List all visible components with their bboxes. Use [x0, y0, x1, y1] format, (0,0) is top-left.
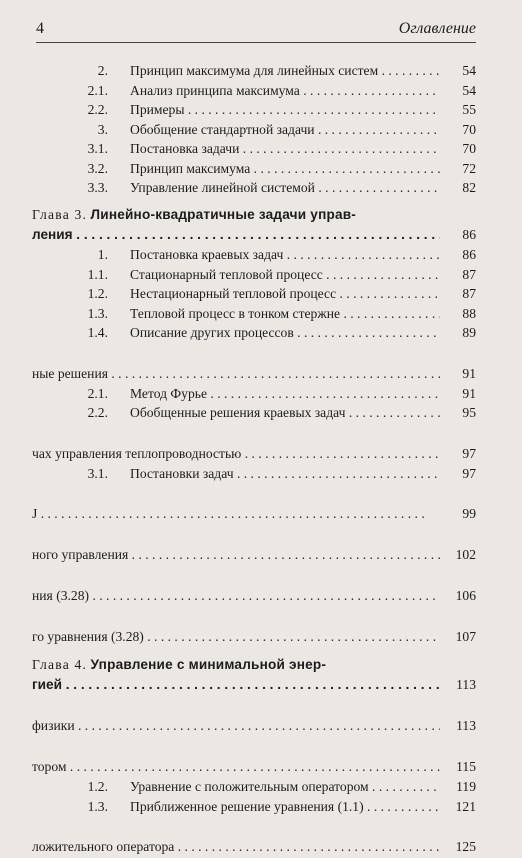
entry-page: 86 — [462, 227, 476, 242]
entry-number: 1.3. — [87, 305, 108, 321]
toc-entry — [32, 424, 476, 464]
entry-title: Метод Фурье . . . — [130, 385, 440, 403]
entry-number: 2.1. — [87, 82, 108, 98]
entry-page: 115 — [456, 759, 476, 774]
entry-page: 55 — [462, 102, 476, 117]
entry-page: 54 — [462, 63, 476, 78]
chapter-label: Глава 3. — [32, 207, 88, 222]
entry-title: Постановки задач . . . — [130, 465, 440, 483]
entry-number: 3.1. — [87, 141, 108, 156]
entry-title: Примеры . . . — [130, 101, 440, 119]
entry-title: Уравнение с положительным оператором . . . — [130, 778, 440, 796]
toc-entry — [32, 385, 476, 403]
entry-page: 119 — [456, 779, 476, 794]
entry-page: 88 — [462, 305, 476, 321]
toc-entry — [32, 101, 476, 119]
toc-entry — [32, 344, 476, 384]
toc-entry — [32, 62, 476, 80]
entry-number: 3.2. — [87, 160, 108, 176]
entry-title-continued: ложительного оператора . . . — [32, 837, 440, 856]
entry-number: 1.4. — [87, 325, 108, 340]
running-title: Оглавление — [398, 20, 476, 37]
entry-page: 86 — [462, 247, 476, 262]
entry-number: 1. — [97, 247, 108, 262]
page-header — [36, 18, 476, 43]
chapter-entry — [32, 205, 476, 245]
entry-page: 82 — [462, 180, 476, 195]
entry-title: Принцип максимума . . . — [130, 160, 440, 178]
entry-number: 3. — [97, 121, 108, 137]
entry-title-continued: чах управления теплопроводностью . . . — [32, 444, 440, 463]
toc-entry — [32, 778, 476, 796]
entry-number: 1.2. — [87, 286, 108, 301]
toc-entry — [32, 305, 476, 323]
entry-page: 113 — [456, 677, 476, 692]
toc-entry — [32, 324, 476, 342]
table-of-contents — [32, 62, 476, 858]
entry-page: 125 — [455, 839, 476, 854]
entry-title: Постановка задачи . . . — [130, 140, 440, 158]
toc-entry — [32, 696, 476, 736]
entry-title: Нестационарный тепловой процесс . . . — [130, 285, 440, 303]
toc-entry — [32, 121, 476, 139]
toc-entry — [32, 179, 476, 197]
toc-entry — [32, 465, 476, 483]
entry-number: 1.3. — [87, 798, 108, 814]
chapter-title: Управление с минимальной энер- — [90, 657, 327, 672]
entry-title: Приближенное решение уравнения (1.1) . . . — [130, 798, 440, 816]
chapter-label: Глава 4. — [32, 657, 88, 672]
entry-page: 97 — [462, 465, 476, 481]
entry-title: Стационарный тепловой процесс . . . — [130, 266, 440, 284]
entry-page: 72 — [462, 160, 476, 176]
entry-page: 106 — [455, 588, 476, 603]
entry-page: 91 — [462, 365, 476, 381]
entry-title: Обобщенные решения краевых задач . . . — [130, 404, 440, 422]
entry-title: Тепловой процесс в тонком стержне . . . — [130, 305, 440, 323]
page-number: 4 — [36, 20, 44, 37]
entry-title-continued: J . . . — [32, 504, 440, 523]
entry-page: 97 — [462, 445, 476, 461]
entry-page: 95 — [462, 405, 476, 420]
entry-title: Управление линейной системой . . . — [130, 179, 440, 197]
entry-title-continued: тором . . . — [32, 757, 440, 776]
entry-title: Описание других процессов . . . — [130, 324, 440, 342]
toc-entry — [32, 404, 476, 422]
entry-page: 107 — [455, 629, 476, 644]
entry-number: 2.2. — [87, 405, 108, 420]
entry-page: 70 — [462, 141, 476, 156]
entry-number: 1.1. — [87, 266, 108, 282]
entry-page: 113 — [456, 718, 476, 733]
entry-page: 87 — [462, 286, 476, 301]
toc-entry — [32, 82, 476, 100]
toc-entry — [32, 266, 476, 284]
toc-entry — [32, 525, 476, 565]
entry-number: 2.2. — [87, 102, 108, 117]
entry-number: 1.2. — [87, 779, 108, 794]
entry-page: 70 — [462, 121, 476, 137]
entry-page: 102 — [455, 547, 476, 562]
entry-title: Постановка краевых задач . . . — [130, 246, 440, 264]
toc-entry — [32, 798, 476, 816]
entry-number: 3.1. — [87, 465, 108, 481]
entry-title: Анализ принципа максимума . . . — [130, 82, 440, 100]
entry-page: 91 — [462, 385, 476, 401]
toc-entry — [32, 607, 476, 647]
chapter-entry — [32, 655, 476, 695]
entry-title-continued: го уравнения (3.28) . . . — [32, 627, 440, 646]
chapter-title-continued: ления . . . — [32, 225, 440, 244]
entry-title: Обобщение стандартной задачи . . . — [130, 121, 440, 139]
chapter-title-continued: гией . . . — [32, 675, 440, 694]
entry-page: 89 — [462, 325, 476, 340]
toc-entry — [32, 246, 476, 264]
toc-entry — [32, 160, 476, 178]
entry-page: 121 — [455, 798, 476, 814]
entry-title-continued: ного управления . . . — [32, 545, 440, 564]
chapter-title: Линейно-квадратичные задачи управ- — [90, 207, 357, 222]
entry-number: 3.3. — [87, 180, 108, 195]
entry-number: 2.1. — [87, 385, 108, 401]
toc-entry — [32, 817, 476, 857]
toc-entry — [32, 737, 476, 777]
entry-number: 2. — [97, 63, 108, 78]
entry-title-continued: ния (3.28) . . . — [32, 586, 440, 605]
entry-title: Принцип максимума для линейных систем . . . — [130, 62, 440, 80]
entry-title-continued: ные решения . . . — [32, 364, 440, 383]
entry-page: 54 — [462, 82, 476, 98]
toc-entry — [32, 566, 476, 606]
toc-entry — [32, 484, 476, 524]
toc-entry — [32, 140, 476, 158]
entry-page: 99 — [462, 506, 476, 521]
toc-entry — [32, 285, 476, 303]
entry-page: 87 — [462, 266, 476, 282]
entry-title-continued: физики . . . — [32, 716, 440, 735]
